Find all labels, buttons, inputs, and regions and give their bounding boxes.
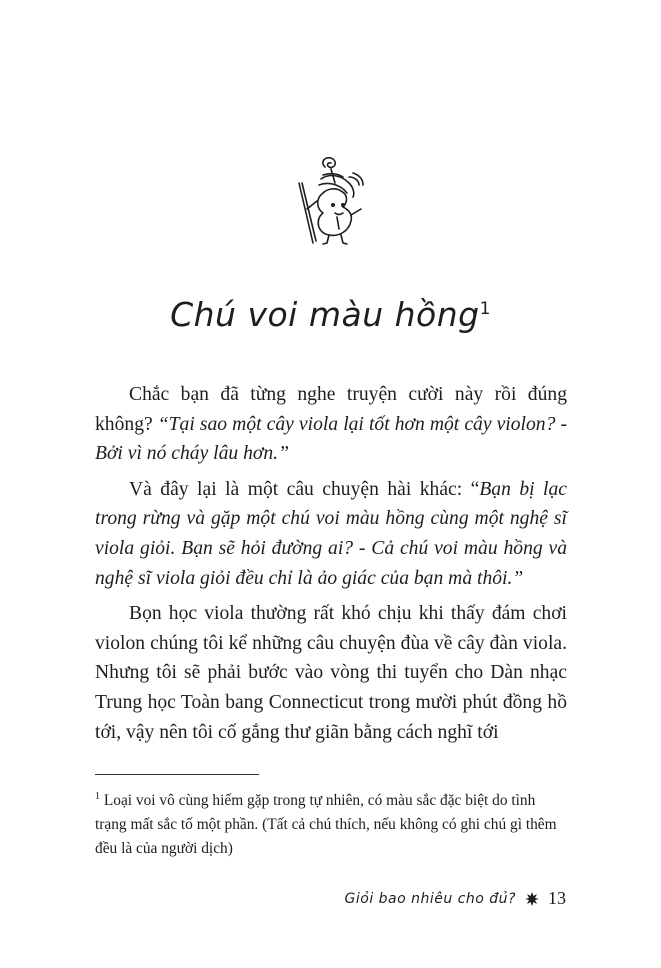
chapter-title-text: Chú voi màu hồng [170, 295, 480, 335]
paragraph-2 [95, 475, 567, 593]
running-footer [345, 888, 566, 909]
footnote-text: Loại voi vô cùng hiếm gặp trong tự nhiên, có màu sắc đặc biệt do tình trạng mất sắc tố một phần. (Tất cả chú thích, nếu không có ghi chú gì thêm đều là của người dịch) [95, 792, 557, 858]
cello-character-illustration [293, 153, 373, 248]
running-title: Giỏi bao nhiêu cho đủ? [344, 890, 516, 907]
paragraph-1-quote: “Tại sao một cây viola lại tốt hơn một cây violon? - Bởi vì nó cháy lâu hơn.” [95, 413, 567, 465]
footnote [95, 785, 567, 861]
chapter-title-footnote-marker: 1 [479, 299, 491, 320]
chapter-title [0, 295, 661, 334]
paragraph-2-quote: Bạn bị lạc trong rừng và gặp một chú voi màu hồng cùng một nghệ sĩ viola giỏi. Bạn sẽ hỏi đường ai? - Cả chú voi màu hồng và nghệ sĩ viola giỏi đều chỉ là ảo giác của bạn mà thôi.” [95, 478, 567, 589]
paragraph-3: Bọn học viola thường rất khó chịu khi thấy đám chơi violon chúng tôi kể những câu chuyện đùa về cây đàn viola. Nhưng tôi sẽ phải bước vào vòng thi tuyển cho Dàn nhạc Trung học Toàn bang Connecticut trong mười phút đồng hồ tới, vậy nên tôi cố gắng thư giãn bằng cách nghĩ tới [95, 603, 567, 743]
body-text [95, 380, 567, 753]
paragraph-2-text: Và đây lại là một câu chuyện hài khác: “ [129, 478, 480, 500]
paragraph-1-text: Chắc bạn đã từng nghe truyện cười này rồi đúng không? [95, 384, 567, 435]
footnote-marker: 1 [95, 791, 100, 802]
footnote-divider [95, 774, 259, 775]
paragraph-1 [95, 380, 567, 469]
leaf-ornament-icon [524, 891, 540, 907]
page-number: 13 [548, 888, 566, 908]
